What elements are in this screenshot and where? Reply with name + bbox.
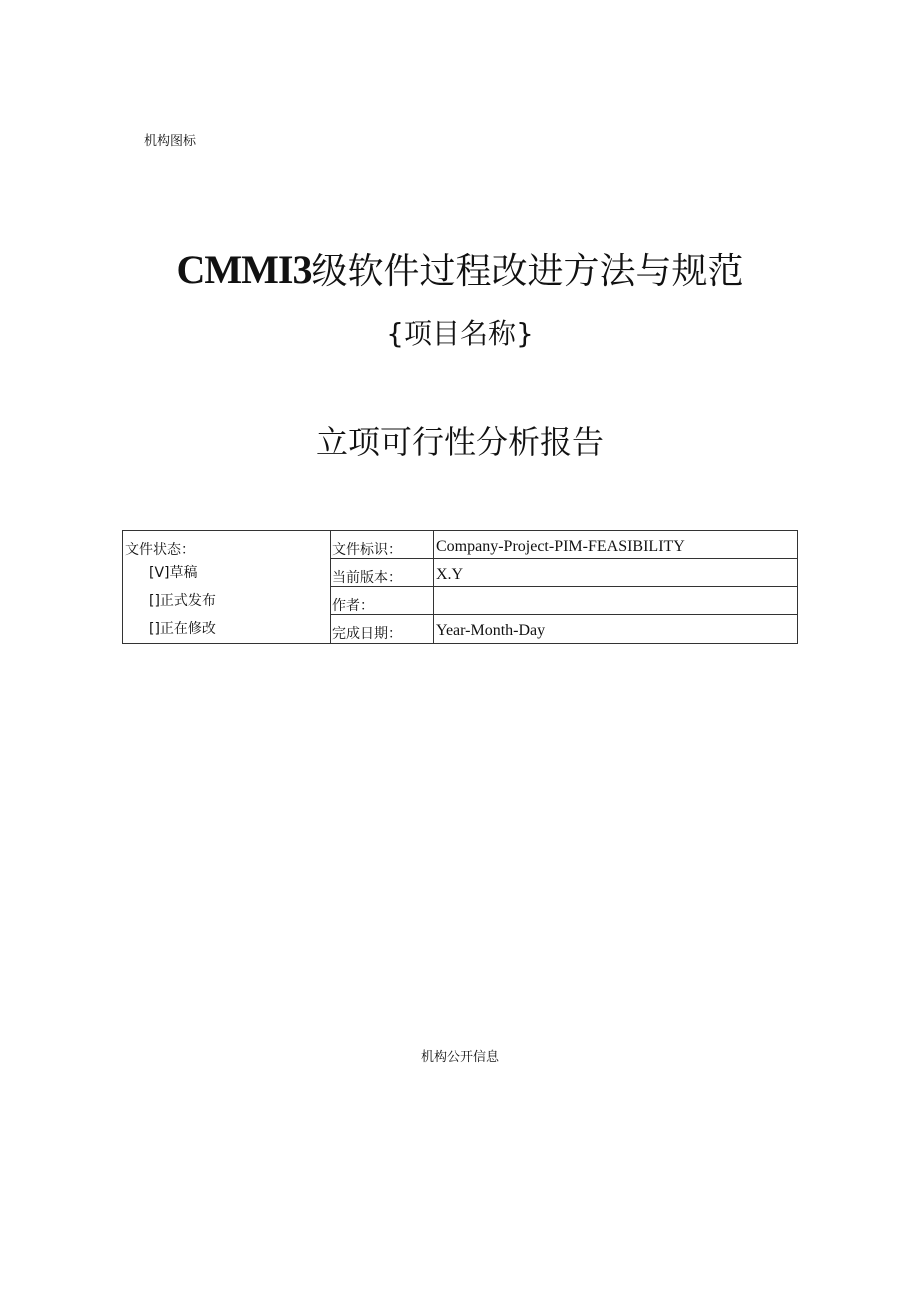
version-label: 当前版本： — [331, 559, 434, 586]
status-option-released: []正式发布 — [149, 593, 216, 609]
document-main-title — [0, 242, 920, 300]
completion-date-label: 完成日期： — [331, 615, 434, 643]
organization-logo-placeholder: 机构图标 — [144, 134, 197, 149]
table-row-author — [331, 587, 797, 615]
completion-date-value: Year-Month-Day — [436, 622, 546, 639]
document-id-label: 文件标识： — [331, 531, 434, 558]
status-label: 文件状态： — [125, 542, 195, 558]
table-row-document-id — [331, 531, 797, 559]
document-info-grid — [331, 531, 797, 643]
document-type-title: 立项可行性分析报告 — [315, 423, 604, 461]
status-option-draft: [V]草稿 — [149, 565, 198, 581]
author-label: 作者： — [331, 587, 434, 614]
title-cjk-part: 级软件过程改进方法与规范 — [311, 251, 744, 292]
footer-public-info: 机构公开信息 — [420, 1050, 499, 1065]
status-option-modifying: []正在修改 — [149, 621, 216, 637]
version-value: X.Y — [436, 566, 464, 583]
title-latin-part: CMMI3 — [176, 247, 312, 292]
document-info-table — [122, 530, 798, 644]
document-id-value: Company-Project-PIM-FEASIBILITY — [436, 538, 685, 555]
table-row-version — [331, 559, 797, 587]
project-name: {项目名称} — [386, 317, 534, 350]
document-status-cell — [123, 531, 331, 643]
table-row-completion-date — [331, 615, 797, 643]
